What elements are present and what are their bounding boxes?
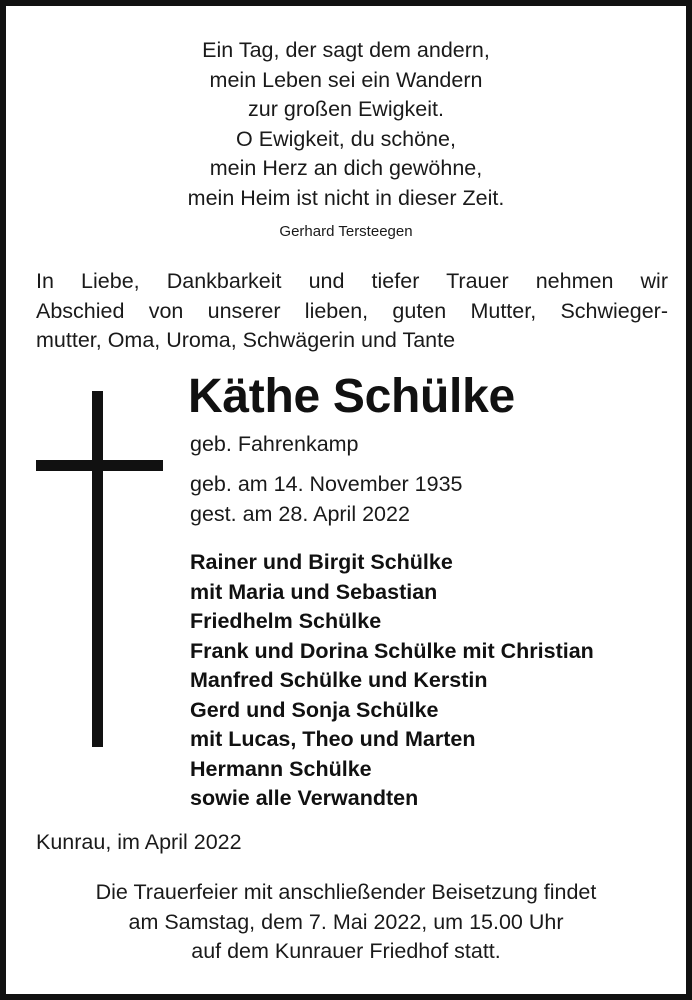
mourner-line: Hermann Schülke [190, 756, 372, 781]
funeral-notice [6, 878, 686, 967]
mourner-line: Friedhelm Schülke [190, 609, 382, 633]
poem-line: mein Heim ist nicht in dieser Zeit. [187, 185, 505, 210]
mourner-line: mit Maria und Sebastian [190, 579, 438, 604]
mourner-line: mit Lucas, Theo und Marten [190, 727, 476, 751]
mourner-line: Rainer und Birgit Schülke [190, 550, 453, 574]
death-date: gest. am 28. April 2022 [190, 501, 410, 526]
intro-line: In Liebe, Dankbarkeit und tiefer Trauer nehmen wir [36, 269, 668, 293]
intro-text [36, 267, 668, 356]
mourner-line: Gerd und Sonja Schülke [190, 697, 439, 722]
life-dates [190, 470, 463, 529]
cross-horizontal-bar [36, 460, 163, 471]
place-and-date: Kunrau, im April 2022 [36, 830, 242, 854]
poem-line: O Ewigkeit, du schöne, [236, 126, 456, 151]
intro-line: Abschied von unserer lieben, guten Mutter, Schwieger- [36, 298, 668, 323]
mourner-line: Manfred Schülke und Kerstin [190, 668, 488, 692]
poem [6, 36, 686, 213]
intro-line: mutter, Oma, Uroma, Schwägerin und Tante [36, 328, 456, 352]
deceased-name: Käthe Schülke [188, 370, 515, 423]
funeral-line: Die Trauerfeier mit anschließender Beisetzung findet [95, 880, 597, 904]
poem-line: mein Leben sei ein Wandern [209, 67, 483, 92]
funeral-line: auf dem Kunrauer Friedhof statt. [191, 939, 501, 963]
maiden-name: geb. Fahrenkamp [190, 432, 359, 456]
poem-author: Gerhard Tersteegen [279, 223, 413, 240]
poem-line: zur großen Ewigkeit. [248, 97, 444, 121]
mourner-line: sowie alle Verwandten [190, 786, 419, 810]
funeral-line: am Samstag, dem 7. Mai 2022, um 15.00 Uhr [128, 909, 564, 934]
poem-line: mein Herz an dich gewöhne, [209, 156, 483, 180]
poem-line: Ein Tag, der sagt dem andern, [202, 38, 490, 62]
mourners-list [190, 548, 594, 814]
birth-date: geb. am 14. November 1935 [190, 472, 463, 496]
cross-vertical-bar [92, 391, 103, 747]
mourner-line: Frank und Dorina Schülke mit Christian [190, 638, 594, 663]
